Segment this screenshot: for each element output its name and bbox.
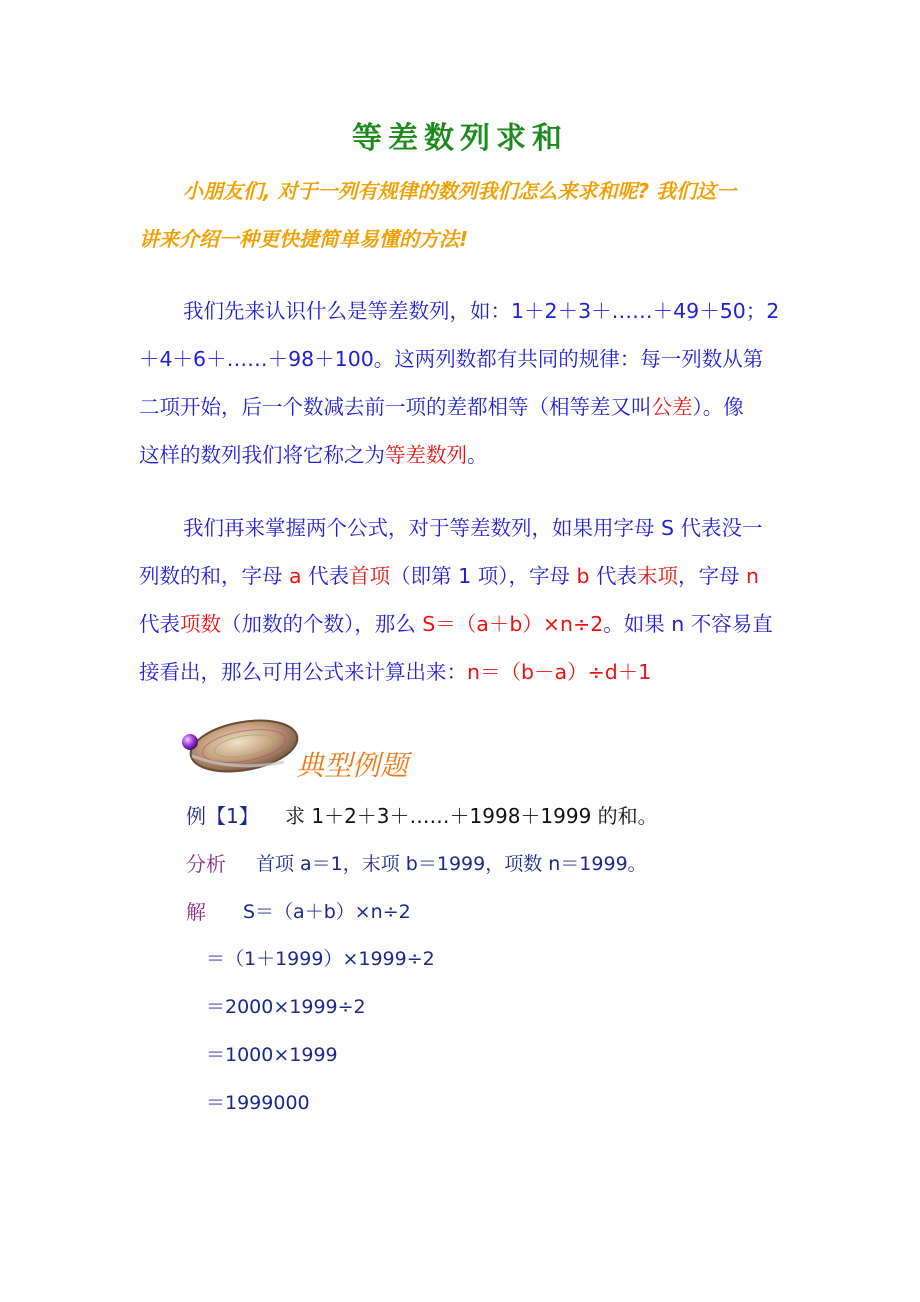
term-first-term: 首项: [349, 564, 391, 588]
para2-line-4-text-a: 接看出，那么可用公式来计算出来：: [139, 660, 467, 684]
solution-label: 解: [186, 900, 206, 924]
para2-line-3: [139, 607, 773, 637]
term-last-term: 末项: [637, 564, 679, 588]
solution-step-5: ＝1999000: [206, 1092, 310, 1114]
solution-step-3: ＝2000×1999÷2: [206, 996, 366, 1018]
para2-line-2-text-g: 代表: [589, 564, 638, 588]
para2-line-1: 我们再来掌握两个公式，对于等差数列，如果用字母 S 代表没一: [183, 516, 763, 540]
var-b: b: [576, 564, 590, 588]
formula-sum: S＝（a＋b）×n÷2: [422, 612, 604, 636]
analysis-label: 分析: [186, 852, 226, 876]
var-n: n: [746, 564, 760, 588]
example-question: 求 1＋2＋3＋……＋1998＋1999 的和。: [285, 804, 658, 828]
para2-line-3-text-e: 。如果 n 不容易直: [603, 612, 773, 636]
solution-step-4: ＝1000×1999: [206, 1044, 338, 1066]
analysis-text: 首项 a＝1，末项 b＝1999，项数 n＝1999。: [256, 853, 647, 875]
para2-line-2-text-c: 代表: [301, 564, 350, 588]
section-heading: 典型例题: [296, 749, 409, 782]
solution-step-1: S＝（a＋b）×n÷2: [243, 901, 411, 923]
para1-line-3-text-c: ）。像: [692, 395, 744, 419]
para2-line-2-text-i: ，字母: [678, 564, 747, 588]
intro-line-2: 讲来介绍一种更快捷简单易懂的方法!: [139, 227, 469, 251]
page-title: 等差数列求和: [352, 121, 568, 156]
para1-line-1: 我们先来认识什么是等差数列，如：1＋2＋3＋……＋49＋50；2: [183, 299, 780, 323]
para2-line-2: [139, 559, 759, 589]
para1-line-4-text-c: 。: [467, 443, 488, 467]
formula-term-count: n＝（b－a）÷d＋1: [467, 660, 652, 684]
solution-step-2: ＝（1＋1999）×1999÷2: [206, 948, 435, 970]
para1-line-3-text-a: 二项开始，后一个数减去前一项的差都相等（相等差又叫: [139, 395, 652, 419]
term-number-of-terms: 项数: [180, 612, 221, 636]
term-common-difference: 公差: [651, 395, 693, 419]
para1-line-2: ＋4＋6＋……＋98＋100。这两列数都有共同的规律：每一列数从第: [139, 347, 764, 371]
var-a: a: [289, 564, 302, 588]
para2-line-2-text-a: 列数的和，字母: [139, 564, 290, 588]
para1-line-3: [139, 390, 744, 420]
intro-line-1: 小朋友们, 对于一列有规律的数列我们怎么来求和呢? 我们这一: [183, 179, 737, 203]
term-arithmetic-sequence: 等差数列: [385, 443, 467, 467]
para1-line-4: [139, 438, 488, 468]
disc-ornament-icon: [174, 712, 304, 780]
para1-line-4-text-a: 这样的数列我们将它称之为: [139, 443, 385, 467]
example-label: 例【1】: [186, 804, 259, 828]
para2-line-4: [139, 655, 651, 685]
para2-line-3-text-a: 代表: [139, 612, 180, 636]
para2-line-2-text-e: （即第 1 项），字母: [390, 564, 577, 588]
para2-line-3-text-c: （加数的个数），那么: [221, 612, 423, 636]
